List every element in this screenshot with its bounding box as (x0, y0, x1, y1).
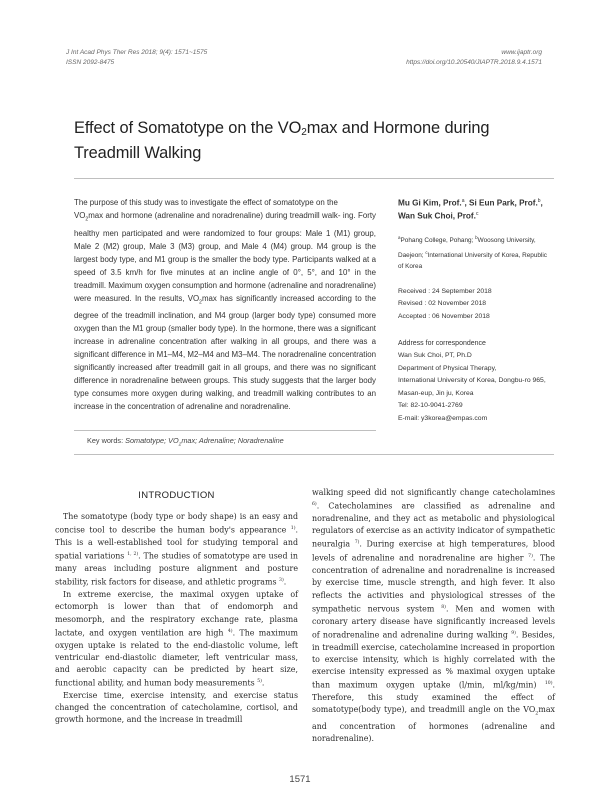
correspondence-address: International University of Korea, Dongbu-ro 965, Masan-eup, Jin ju, Korea (398, 377, 546, 397)
article-sidebar (398, 196, 554, 426)
page-number: 1571 (289, 774, 311, 785)
journal-citation: J Int Acad Phys Ther Res 2018; 9(4): 1571~1575 (66, 49, 208, 56)
author-list: Mu Gi Kim, Prof.$^a$, Si Eun Park, Prof.$^b$, Wan Suk Choi, Prof.$^c$ (398, 198, 543, 221)
correspondence-email[interactable]: E-mail: y3korea@empas.com (398, 415, 488, 423)
correspondence-name: Wan Suk Choi, PT, Ph.D (398, 352, 472, 360)
intro-paragraph: In extreme exercise, the maximal oxygen uptake of ectomorph is lower than that of endomorph and mesomorph, and the respiratory exchange rate, plasma lactate, and oxygen ventilation are high $^{4)}$. The maximum oxygen uptake is related to the end-diastolic volume, left ventricular end-diastolic diameter, left ventricular mass, and aerobic capacity can be predicted by heart size, functional ability, and human body measurements $^{5)}$. (55, 590, 298, 688)
correspondence-tel: Tel: 82-10-9041-2769 (398, 402, 463, 410)
section-heading-introduction: INTRODUCTION (138, 490, 215, 501)
journal-header-right (406, 48, 542, 68)
affiliations: $^a$Pohang College, Pohang; $^b$Woosong University, Daejeon; $^c$International University of Korea, Republic of Korea (398, 235, 547, 270)
rule-above-keywords (74, 430, 376, 431)
body-column-left (55, 511, 298, 727)
intro-paragraph: The somatotype (body type or body shape) is an easy and concise tool to describe the human body's appearance $^{1)}$. This is a well-established tool for studying temporal and spatial variations $^{1, 2)}$. The studies of somatotype are used in many areas including posture alignment and posture stability, risk factors for disease, and athletic programs $^{3)}$. (55, 512, 298, 587)
intro-paragraph: walking speed did not significantly change catecholamines $^{6)}$. Catecholamines are classified as adrenaline and noradrenaline, and they act as metabolic and physiological regulators of exercise as an activity indicator of sympathetic neuralgia $^{7)}$. During exercise at high temperatures, blood levels of adrenaline and noradrenaline are higher $^{7)}$. The concentration of adrenaline and noradrenaline is increased by exercise time, muscle strength, and high fever. It also reflects the activities and physiological stresses of the sympathetic nervous system $^{8)}$. Men and women with coronary artery disease have significantly increased levels of noradrenaline and adrenaline during walking $^{9)}$. Besides, in treadmill exercise, catecholamine increased in proportion to exercise intensity, which is highly correlated with the exercise intensity expressed as % maximal oxygen uptake than maximum oxygen uptake (l/min, ml/kg/min) $^{10)}$. Therefore, this study examined the effect of somatotype(body type), and treadmill angle on the $VO_2\max$ and concentration of hormones (adrenaline and noradrenaline). (312, 488, 555, 744)
body-column-right (312, 487, 555, 745)
revised-date: Revised : 02 November 2018 (398, 300, 487, 308)
intro-paragraph: Exercise time, exercise intensity, and exercise status changed the concentration of catecholamine, cortisol, and growth hormone, and the increase in treadmill (55, 690, 298, 725)
rule-under-title (74, 178, 554, 179)
received-date: Received : 24 September 2018 (398, 287, 492, 295)
article-dates (398, 286, 554, 324)
journal-header-left (66, 48, 207, 68)
rule-below-keywords (74, 454, 554, 455)
journal-website-link[interactable]: www.ijaptr.org (501, 49, 542, 56)
abstract: The purpose of this study was to investigate the effect of somatotype on the $VO_2\max$ and hormone (adrenaline and noradrenaline) during treadmill walk- ing. Forty healthy men participated and were randomized to four groups: Male 1 (M1) group, Male 2 (M2) group, Male 3 (M3) group, and Male 4 (M4) group. M4 group is the largest body type, and M1 group is the smaller the body type. Participants walked at a speed of 3.5 km/h for five minutes at an incline angle of 0°, 5°, and 10° in the treadmill. Maximum oxygen consumption and hormone (adrenaline and noradrenaline) were measured. In the results, $VO_2\max$ has significantly increased according to the degree of the treadmill inclination, and M4 group (larger body type) consumed more oxygen than the M1 group (smaller body type). In the hormone, there was a significant increase in adrenaline concentration after walking in all groups, and there was a significant difference in M1–M4, M2–M4 and M3–M4. The noradrenaline concentration significantly increased after treadmill gait in all groups, and there was no significant difference in noradrenaline between groups. This study suggests that the larger body type consumes more oxygen during walking, and treadmill walking contributes to an increase in the concentration of adrenaline and noradrenaline. (74, 198, 376, 412)
issn: ISSN 2092-8475 (66, 59, 115, 66)
accepted-date: Accepted : 06 November 2018 (398, 312, 490, 320)
correspondence (398, 338, 554, 426)
article-title: Effect of Somatotype on the $VO_2\max$ and Hormone during Treadmill Walking (74, 119, 490, 162)
correspondence-dept: Department of Physical Therapy, (398, 364, 497, 372)
doi-link[interactable]: https://doi.org/10.20540/JIAPTR.2018.9.4.1571 (406, 59, 542, 66)
keywords: Key words: Somatotype; $VO_2\max$; Adrenaline; Noradrenaline (87, 436, 284, 448)
correspondence-heading: Address for correspondence (398, 339, 486, 347)
